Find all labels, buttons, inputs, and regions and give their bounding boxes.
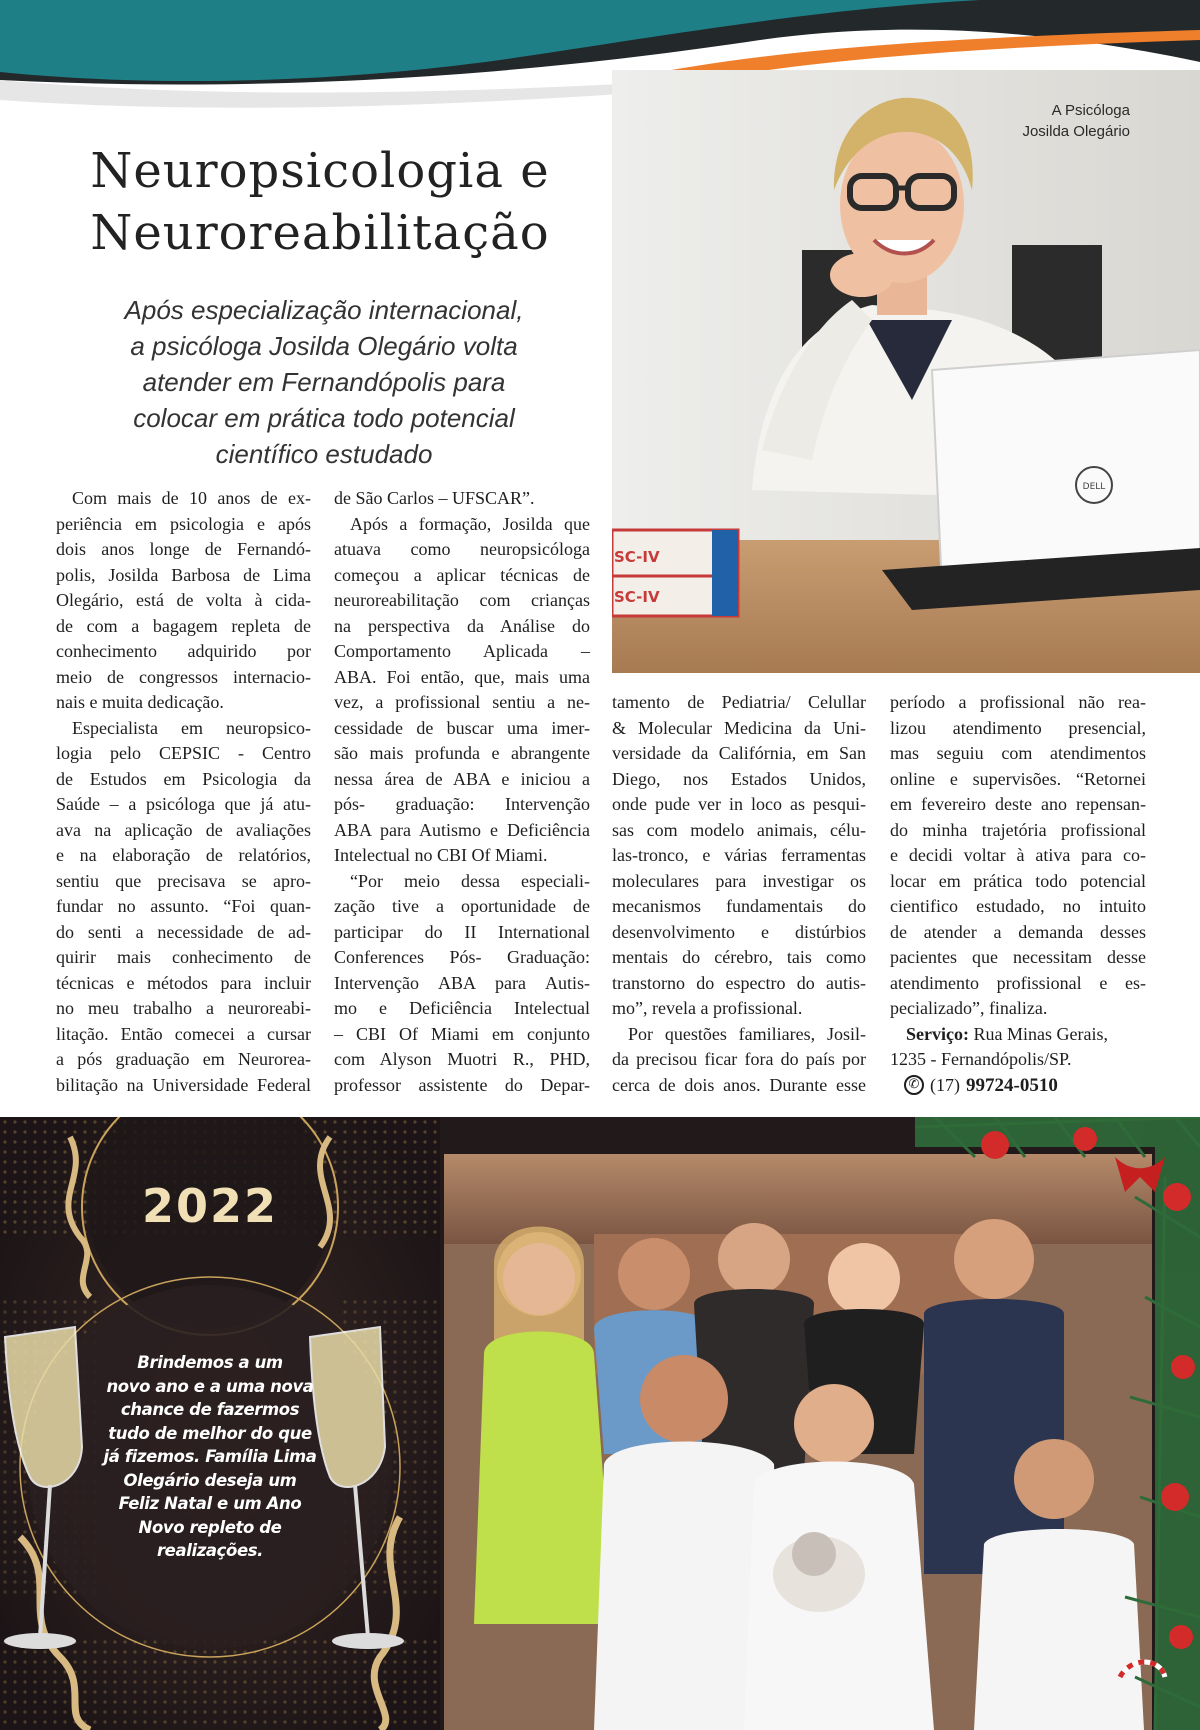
body-line: mas seguiu com atendimentos bbox=[890, 743, 1146, 763]
ad-message-line: tudo de melhor do que bbox=[108, 1423, 312, 1443]
body-line: tamento de Pediatria/ Celullar bbox=[612, 692, 866, 712]
service-address-line: 1235 - Fernandópolis/SP. bbox=[890, 1049, 1072, 1069]
body-line: Intelectual no CBI Of Miami. bbox=[334, 845, 548, 865]
body-line: polis, Josilda Barbosa de Lima bbox=[56, 564, 311, 585]
christmas-frame bbox=[915, 1117, 1200, 1730]
ad-message-line: novo ano e a uma nova bbox=[106, 1376, 314, 1396]
body-line: periência em psicologia e após bbox=[56, 513, 311, 534]
body-line: & Molecular Medicina da Uni- bbox=[612, 717, 866, 738]
body-line: da precisou ficar fora do país por bbox=[612, 1049, 866, 1069]
phone-line[interactable] bbox=[890, 1073, 1146, 1099]
body-line: em fevereiro deste ano repensan- bbox=[890, 794, 1146, 814]
body-line: Saúde – a psicóloga que já atu- bbox=[56, 794, 311, 814]
body-line: cerca de dois anos. Durante esse bbox=[612, 1074, 866, 1095]
body-line: mecanismos fundamentais do bbox=[612, 896, 866, 916]
article-subtitle bbox=[60, 292, 588, 472]
body-line: e na elaboração de relatórios, bbox=[56, 845, 311, 865]
article-title-line: Neuropsicologia e bbox=[90, 143, 550, 199]
body-line: pacientes que necessitam desse bbox=[890, 947, 1146, 967]
service-line bbox=[890, 1022, 1146, 1048]
book-label: SC-IV bbox=[614, 588, 660, 606]
phone-icon: ✆ bbox=[904, 1075, 924, 1095]
body-line: dois anos longe de Fernandó- bbox=[56, 539, 311, 559]
body-line: Comportamento Aplicada – bbox=[334, 641, 590, 661]
subtitle-line: a psicóloga Josilda Olegário volta bbox=[130, 331, 518, 361]
body-line: online e supervisões. “Retornei bbox=[890, 768, 1146, 789]
body-line: locar em prática todo potencial bbox=[890, 870, 1146, 891]
body-line: onde pude ver in loco as pesqui- bbox=[612, 794, 866, 814]
body-line: Olegário, está de volta à cida- bbox=[56, 590, 311, 610]
body-line: começou a aplicar técnicas de bbox=[334, 564, 590, 585]
body-line: pós- graduação: Intervenção bbox=[334, 794, 590, 814]
body-line: do senti a necessidade de ad- bbox=[56, 921, 311, 942]
ad-message bbox=[100, 1351, 320, 1563]
subtitle-line: colocar em prática todo potencial bbox=[133, 403, 515, 433]
body-line: no meu trabalho a neuroreabi- bbox=[56, 998, 311, 1018]
phone-area-code: (17) bbox=[930, 1074, 960, 1095]
body-line: ava na aplicação de avaliações bbox=[56, 819, 311, 840]
body-line: nessa área de ABA e iniciou a bbox=[334, 768, 590, 789]
body-line: Diego, nos Estados Unidos, bbox=[612, 768, 866, 789]
body-line: período a profissional não rea- bbox=[890, 692, 1146, 712]
body-line: atendimento profissional e es- bbox=[890, 972, 1146, 993]
body-line: cientifico estudado, no intuito bbox=[890, 896, 1146, 916]
ad-message-line: já fizemos. Família Lima bbox=[103, 1447, 317, 1466]
body-line: logia pelo CEPSIC - Centro bbox=[56, 743, 311, 763]
body-line: mentais do cérebro, tais como bbox=[612, 947, 866, 967]
body-line: sentiu que precisava se apro- bbox=[56, 870, 311, 891]
body-line: zação tive a oportunidade de bbox=[334, 896, 590, 916]
body-line: de com a bagagem repleta de bbox=[56, 615, 311, 636]
article-column-4 bbox=[890, 690, 1146, 1098]
subtitle-line: atender em Fernandópolis para bbox=[142, 367, 506, 397]
body-line: professor assistente do Depar- bbox=[334, 1074, 590, 1095]
ad-message-line: Olegário deseja um bbox=[123, 1470, 297, 1490]
body-line: las-tronco, e várias ferramentas bbox=[612, 845, 866, 865]
body-line: pecializado”, finaliza. bbox=[890, 998, 1048, 1018]
body-line: Conferences Pós- Graduação: bbox=[334, 947, 590, 967]
body-line: a pós graduação em Neurorea- bbox=[56, 1049, 311, 1069]
photo-caption bbox=[1022, 100, 1130, 142]
article-column-3 bbox=[612, 690, 866, 1098]
body-line: sas com modelo animais, célu- bbox=[612, 819, 866, 840]
body-line: Por questões familiares, Josil- bbox=[628, 1023, 866, 1044]
body-line: “Por meio dessa especiali- bbox=[350, 870, 590, 891]
ad-message-line: Novo repleto de bbox=[138, 1517, 282, 1537]
body-line: versidade da Califórnia, em San bbox=[612, 743, 866, 763]
service-address: Rua Minas Gerais, bbox=[973, 1023, 1108, 1044]
body-line: fundar no assunto. “Foi quan- bbox=[56, 896, 311, 916]
ad-message-line: Feliz Natal e um Ano bbox=[118, 1494, 302, 1513]
body-line: lizou atendimento presencial, bbox=[890, 717, 1146, 738]
body-line: de Estudos em Psicologia da bbox=[56, 768, 311, 789]
photo-caption-line: A Psicóloga bbox=[1051, 102, 1130, 119]
body-line: atuava como neuropsicóloga bbox=[334, 539, 590, 559]
body-line: Especialista em neuropsico- bbox=[72, 717, 311, 738]
body-line: transtorno do espectro do autis- bbox=[612, 972, 866, 993]
body-line: do minha trajetória profissional bbox=[890, 819, 1146, 840]
body-line: ABA para Autismo e Deficiência bbox=[334, 819, 590, 840]
body-line: ABA. Foi então, que, mais uma bbox=[334, 666, 590, 687]
body-line: litação. Então comecei a cursar bbox=[56, 1023, 311, 1044]
body-line: moleculares para investigar os bbox=[612, 870, 866, 891]
body-line: Após a formação, Josilda que bbox=[350, 513, 590, 534]
ad-message-line: Brindemos a um bbox=[137, 1353, 283, 1372]
subtitle-line: Após especialização internacional, bbox=[124, 295, 524, 325]
body-line: de São Carlos – UFSCAR”. bbox=[334, 488, 535, 508]
subtitle-line: científico estudado bbox=[215, 439, 433, 469]
portrait-photo bbox=[612, 70, 1200, 673]
body-line: participar do II International bbox=[334, 921, 590, 942]
holiday-advertisement bbox=[0, 1117, 1200, 1730]
body-line: bilitação na Universidade Federal bbox=[56, 1074, 311, 1095]
article-column-2 bbox=[334, 486, 590, 1098]
body-line: são mais profunda e abrangente bbox=[334, 743, 590, 763]
body-line: e decidi voltar à ativa para co- bbox=[890, 845, 1146, 865]
body-line: conhecimento adquirido por bbox=[56, 641, 311, 661]
body-line: mo e Deficiência Intelectual bbox=[334, 998, 590, 1018]
body-line: técnicas e métodos para incluir bbox=[56, 972, 311, 993]
service-label: Serviço: bbox=[906, 1023, 969, 1044]
article-title bbox=[40, 140, 600, 264]
body-line: Intervenção ABA para Autis- bbox=[334, 972, 590, 993]
body-line: nais e muita dedicação. bbox=[56, 692, 224, 712]
body-line: vez, a profissional sentiu a ne- bbox=[334, 692, 590, 712]
photo-caption-line: Josilda Olegário bbox=[1022, 123, 1130, 140]
body-line: quirir mais conhecimento de bbox=[56, 947, 311, 967]
book-label: SC-IV bbox=[614, 548, 660, 566]
body-line: de atender a demanda desses bbox=[890, 921, 1146, 942]
article-title-line: Neuroreabilitação bbox=[90, 205, 550, 261]
ad-message-line: chance de fazermos bbox=[120, 1400, 300, 1419]
laptop-logo: DELL bbox=[1082, 482, 1106, 492]
ad-year: 2022 bbox=[141, 1179, 279, 1233]
body-line: meio de congressos internacio- bbox=[56, 666, 311, 687]
article-column-1 bbox=[56, 486, 311, 1098]
body-line: cessidade de buscar uma imer- bbox=[334, 717, 590, 738]
body-line: neuroreabilitação com crianças bbox=[334, 590, 590, 610]
phone-number[interactable]: 99724-0510 bbox=[966, 1074, 1058, 1096]
body-line: desenvolvimento e distúrbios bbox=[612, 921, 866, 942]
body-line: com Alyson Muotri R., PHD, bbox=[334, 1049, 590, 1069]
body-line: – CBI Of Miami em conjunto bbox=[334, 1023, 590, 1044]
body-line: mo”, revela a profissional. bbox=[612, 998, 803, 1018]
ad-message-line: realizações. bbox=[156, 1541, 264, 1560]
body-line: na perspectiva da Análise do bbox=[334, 615, 590, 636]
body-line: Com mais de 10 anos de ex- bbox=[72, 488, 311, 508]
